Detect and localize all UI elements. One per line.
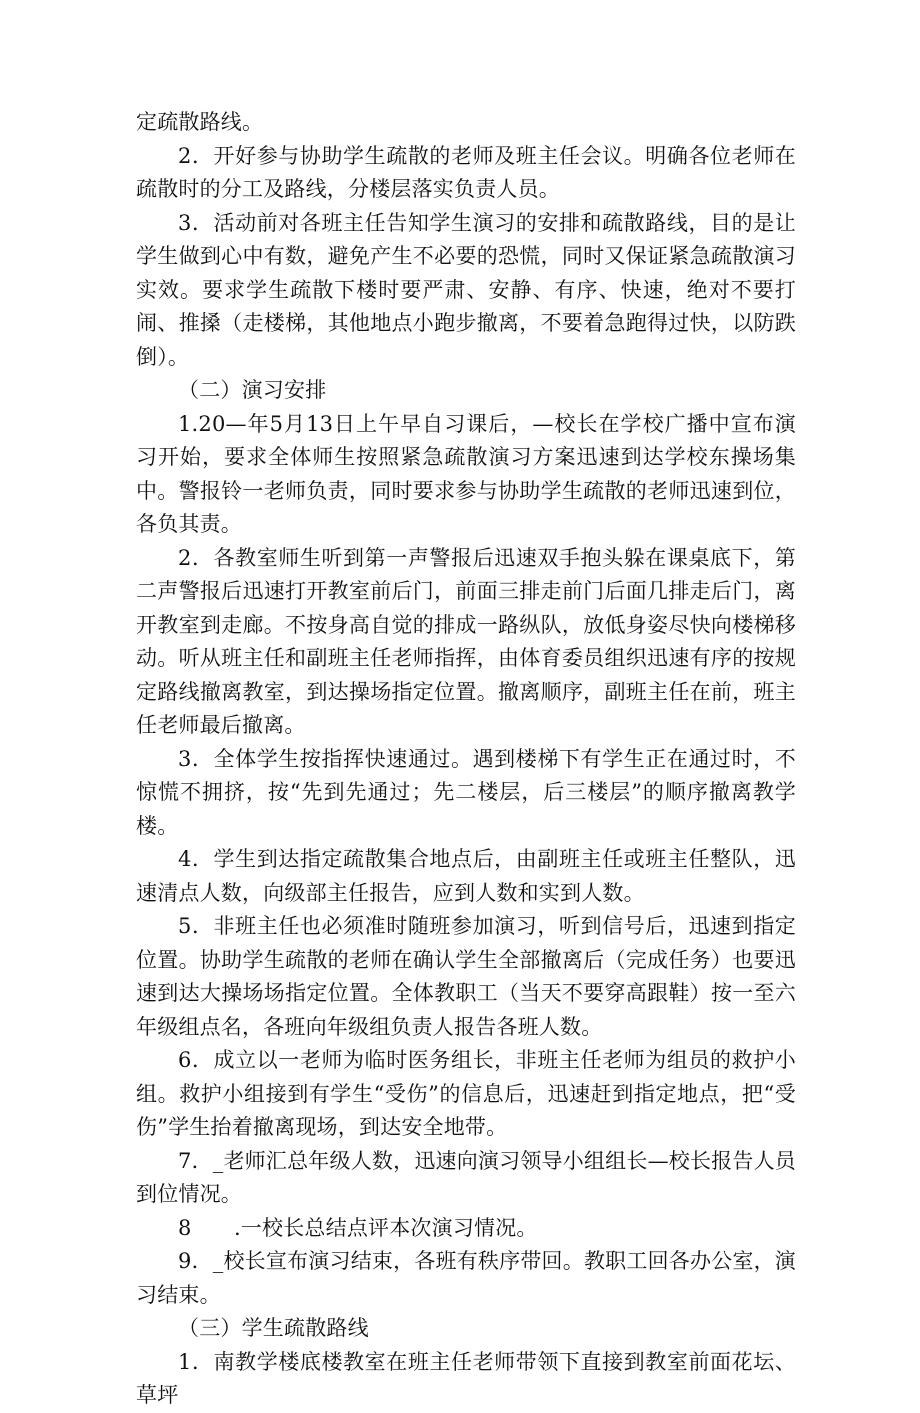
- paragraph-item-2: 2．开好参与协助学生疏散的老师及班主任会议。明确各位老师在疏散时的分工及路线，分楼层落实负责人员。: [136, 143, 796, 201]
- document-body: [136, 106, 796, 1413]
- paragraph-item-8: 8 .一校长总结点评本次演习情况。: [178, 1215, 538, 1240]
- paragraph-item-4: 4．学生到达指定疏散集合地点后，由副班主任或班主任整队，迅速清点人数，向级部主任报告，应到人数和实到人数。: [136, 847, 796, 905]
- paragraph-item-2b: 2．各教室师生听到第一声警报后迅速双手抱头躲在课桌底下，第二声警报后迅速打开教室前后门，前面三排走前门后面几排走后门，离开教室到走廊。不按身高自觉的排成一路纵队，放低身姿尽快向楼梯移动。听从班主任和副班主任老师指挥，由体育委员组织迅速有序的按规定路线撤离教室，到达操场指定位置。撤离顺序，副班主任在前，班主任老师最后撤离。: [136, 545, 796, 737]
- paragraph-item-9: 9．_校长宣布演习结束，各班有秩序带回。教职工回各办公室，演习结束。: [136, 1249, 796, 1307]
- paragraph-item-1b: 1．南教学楼底楼教室在班主任老师带领下直接到教室前面花坛、草坪: [136, 1349, 796, 1407]
- paragraph-item-3: 3．活动前对各班主任告知学生演习的安排和疏散路线，目的是让学生做到心中有数，避免产生不必要的恐慌，同时又保证紧急疏散演习实效。要求学生疏散下楼时要严肃、安静、有序、快速，绝对不要打闹、推搡（走楼梯，其他地点小跑步撤离，不要着急跑得过快，以防跌倒）。: [136, 210, 796, 369]
- paragraph-item-3b: 3．全体学生按指挥快速通过。遇到楼梯下有学生正在通过时，不惊慌不拥挤，按“先到先通过；先二楼层，后三楼层”的顺序撤离教学楼。: [136, 746, 796, 838]
- paragraph-item-7: 7．_老师汇总年级人数，迅速向演习领导小组组长—校长报告人员到位情况。: [136, 1148, 796, 1206]
- paragraph-item-6: 6．成立以一老师为临时医务组长，非班主任老师为组员的救护小组。救护小组接到有学生“受伤”的信息后，迅速赶到指定地点，把“受伤”学生抬着撤离现场，到达安全地带。: [136, 1048, 796, 1139]
- paragraph-item-1: 1.20—年5月13日上午早自习课后，—校长在学校广播中宣布演习开始，要求全体师生按照紧急疏散演习方案迅速到达学校东操场集中。警报铃一老师负责，同时要求参与协助学生疏散的老师迅速到位，各负其责。: [136, 411, 796, 536]
- paragraph-continuation: 定疏散路线。: [136, 110, 264, 134]
- paragraph-item-5: 5．非班主任也必须准时随班参加演习，听到信号后，迅速到指定位置。协助学生疏散的老师在确认学生全部撤离后（完成任务）也要迅速到达大操场场指定位置。全体教职工（当天不要穿高跟鞋）按一至六年级组点名，各班向年级组负责人报告各班人数。: [136, 914, 796, 1039]
- section-heading-3: （三）学生疏散路线: [178, 1316, 369, 1340]
- section-heading-2: （二）演习安排: [178, 378, 327, 402]
